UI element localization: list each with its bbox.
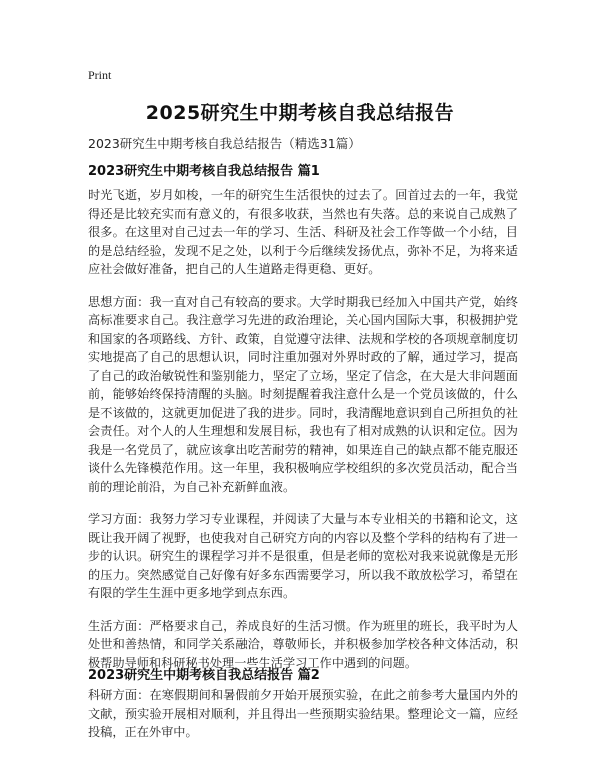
- paragraph-study: 学习方面：我努力学习专业课程，并阅读了大量与本专业相关的书籍和论文，这既让我开阔了视野，也使我对自己研究方向的内容以及整个学科的结构有了进一步的认识。研究生的课程学习并不是很重，但是老师的宽松对我来说就像是无形的压力。突然感觉自己好像有好多东西需要学习，所以我不敢放松学习，希望在有限的学生生涯中更多地学到点东西。: [88, 512, 518, 600]
- paragraph-research: 科研方面：在寒假期间和暑假前夕开始开展预实验，在此之前参考大量国内外的文献，预实验开展相对顺利，并且得出一些预期实验结果。整理论文一篇，应经投稿，正在外审中。: [88, 688, 518, 739]
- section-heading-1: 2023研究生中期考核自我总结报告 篇1: [88, 164, 320, 179]
- print-link[interactable]: Print: [88, 68, 112, 82]
- paragraph-life: 生活方面：严格要求自己，养成良好的生活习惯。作为班里的班长，我平时为人处世和善热情，和同学关系融洽，尊敬师长，并积极参加学校各种文体活动，积极帮助导师和科研秘书处理一些生活学习工作中遇到的问题。: [88, 618, 518, 670]
- paragraph-ideology: 思想方面：我一直对自己有较高的要求。大学时期我已经加入中国共产党，始终高标准要求自己。我注意学习先进的政治理论，关心国内国际大事，积极拥护党和国家的各项路线、方针、政策，自觉遵守法律、法规和学校的各项规章制度切实地提高了自己的思想认识，同时注重加强对外界时政的了解，通过学习，提高了自己的政治敏锐性和鉴别能力，坚定了立场，坚定了信念，在大是大非问题面前，能够始终保持清醒的头脑。时刻提醒着我注意什么是一个党员该做的，什么是不该做的，这就更加促进了我的进步。同时，我清醒地意识到自己所担负的社会责任。对个人的人生理想和发展目标，我也有了相对成熟的认识和定位。因为我是一名党员了，就应该拿出吃苦耐劳的精神，如果连自己的缺点都不能克服还谈什么先锋模范作用。这一年里，我积极响应学校组织的多次党员活动，配合当前的理论前沿，为自己补充新鲜血液。: [88, 294, 518, 494]
- section-heading-2: 2023研究生中期考核自我总结报告 篇2: [88, 668, 320, 683]
- paragraph-intro: 时光飞逝，岁月如梭，一年的研究生生活很快的过去了。回首过去的一年，我觉得还是比较充实而有意义的，有很多收获，当然也有失落。总的来说自己成熟了很多。在这里对自己过去一年的学习、生活、科研及社会工作等做一个小结，目的是总结经验，发现不足之处，以利于今后继续发扬优点，弥补不足，为将来适应社会做好准备，把自己的人生道路走得更稳、更好。: [88, 188, 518, 276]
- document-title: 2025研究生中期考核自我总结报告: [145, 102, 455, 124]
- document-subtitle: 2023研究生中期考核自我总结报告（精选31篇）: [88, 136, 361, 151]
